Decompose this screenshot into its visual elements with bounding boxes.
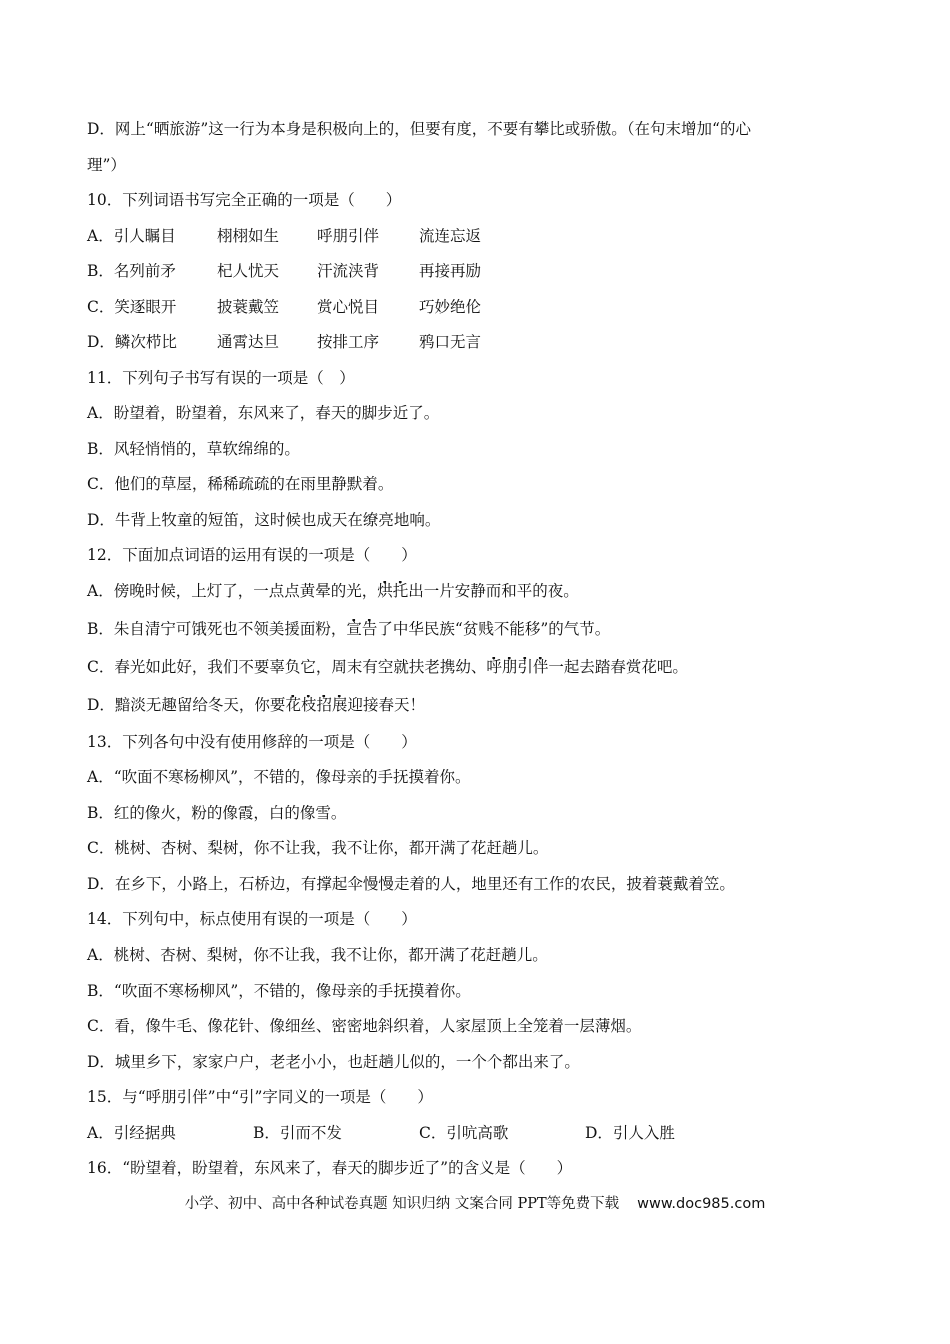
q12-c-dotted-word: 呼朋引伴 <box>486 658 549 676</box>
q10-d-word4: 鸦口无言 <box>419 333 482 351</box>
question-10: 10．下列词语书写完全正确的一项是（ ） <box>87 191 402 209</box>
q10-option-c <box>87 297 481 317</box>
q10-b-word2: 杞人忧天 <box>217 262 280 280</box>
q12-a-text-before: A．傍晚时候，上灯了，一点点黄晕的光， <box>87 582 378 600</box>
q12-a-text-after: 出一片安静而和平的夜。 <box>408 582 579 600</box>
q12-d-text-after: 迎接春天！ <box>347 696 425 714</box>
q13-option-c: C．桃树、杏树、梨树，你不让我，我不让你，都开满了花赶趟儿。 <box>87 839 549 857</box>
q10-d-word3: 按排工序 <box>317 333 380 351</box>
q10-d-word2: 通霄达旦 <box>217 333 280 351</box>
question-13: 13．下列各句中没有使用修辞的一项是（ ） <box>87 733 417 751</box>
q14-option-d: D．城里乡下，家家户户，老老小小，也赶趟儿似的，一个个都出来了。 <box>87 1053 580 1071</box>
q10-c-word1: C．笑逐眼开 <box>87 298 177 316</box>
q12-a-dotted-word: 烘托 <box>377 582 409 600</box>
q11-option-a: A．盼望着，盼望着，东风来了，春天的脚步近了。 <box>87 404 440 422</box>
q10-a-word2: 栩栩如生 <box>217 227 280 245</box>
q12-option-a <box>87 581 579 601</box>
q10-c-word2: 披蓑戴笠 <box>217 298 280 316</box>
q11-option-c: C．他们的草屋，稀稀疏疏的在雨里静默着。 <box>87 475 394 493</box>
q10-option-d <box>87 332 481 352</box>
q14-option-b: B．“吹面不寒杨柳风”，不错的，像母亲的手抚摸着你。 <box>87 982 471 1000</box>
question-16: 16．“盼望着，盼望着，东风来了，春天的脚步近了”的含义是（ ） <box>87 1159 573 1177</box>
q15-option-b: B．引而不发 <box>253 1124 342 1142</box>
q12-b-text-after: 了中华民族“贫贱不能移”的气节。 <box>377 620 611 638</box>
q15-option-a: A．引经据典 <box>87 1124 176 1142</box>
question-12: 12．下面加点词语的运用有误的一项是（ ） <box>87 546 417 564</box>
q14-option-a: A．桃树、杏树、梨树，你不让我，我不让你，都开满了花赶趟儿。 <box>87 946 548 964</box>
question-15: 15．与“呼朋引伴”中“引”字同义的一项是（ ） <box>87 1088 433 1106</box>
q9-option-d-line1: D．网上“晒旅游”这一行为本身是积极向上的，但要有度，不要有攀比或骄傲。（在句末增加“的心 <box>87 120 751 138</box>
q13-option-a: A．“吹面不寒杨柳风”，不错的，像母亲的手抚摸着你。 <box>87 768 471 786</box>
footer-text: 小学、初中、高中各种试卷真题 知识归纳 文案合同 PPT等免费下载 <box>184 1196 620 1212</box>
q12-b-text-before: B．朱自清宁可饿死也不领美援面粉， <box>87 620 347 638</box>
q10-option-a <box>87 226 481 246</box>
q12-option-d <box>87 695 425 715</box>
q10-c-word3: 赏心悦目 <box>317 298 380 316</box>
q12-option-b <box>87 619 610 639</box>
page-footer <box>0 1192 950 1213</box>
q10-b-word4: 再接再励 <box>419 262 482 280</box>
q10-d-word1: D．鳞次栉比 <box>87 333 177 351</box>
q15-option-c: C．引吭高歌 <box>419 1124 509 1142</box>
question-11: 11．下列句子书写有误的一项是（ ） <box>87 369 355 387</box>
q12-b-dotted-word: 宣告 <box>346 620 378 638</box>
q10-a-word1: A．引人瞩目 <box>87 227 176 245</box>
footer-site-link[interactable]: www.doc985.com <box>637 1196 766 1212</box>
q14-option-c: C．看，像牛毛、像花针、像细丝、密密地斜织着，人家屋顶上全笼着一层薄烟。 <box>87 1017 642 1035</box>
q12-c-text-after: 一起去踏春赏花吧。 <box>548 658 688 676</box>
q12-d-text-before: D．黯淡无趣留给冬天，你要 <box>87 696 286 714</box>
q13-option-b: B．红的像火，粉的像霞，白的像雪。 <box>87 804 347 822</box>
q10-c-word4: 巧妙绝伦 <box>419 298 482 316</box>
q13-option-d: D．在乡下，小路上，石桥边，有撑起伞慢慢走着的人，地里还有工作的农民，披着蓑戴着笠。 <box>87 875 735 893</box>
q11-option-d: D．牛背上牧童的短笛，这时候也成天在缭亮地响。 <box>87 511 441 529</box>
q10-option-b <box>87 261 481 281</box>
q12-option-c <box>87 657 688 677</box>
q9-option-d-line2: 理”） <box>87 156 126 174</box>
question-14: 14．下列句中，标点使用有误的一项是（ ） <box>87 910 417 928</box>
q10-b-word3: 汗流浃背 <box>317 262 380 280</box>
q15-options <box>87 1123 675 1143</box>
q12-c-text-before: C．春光如此好，我们不要辜负它，周末有空就扶老携幼、 <box>87 658 487 676</box>
q10-a-word4: 流连忘返 <box>419 227 482 245</box>
q10-b-word1: B．名列前矛 <box>87 262 176 280</box>
q15-option-d: D．引人入胜 <box>585 1124 675 1142</box>
q12-d-dotted-word: 花枝招展 <box>285 696 348 714</box>
q10-a-word3: 呼朋引伴 <box>317 227 380 245</box>
q11-option-b: B．风轻悄悄的，草软绵绵的。 <box>87 440 300 458</box>
